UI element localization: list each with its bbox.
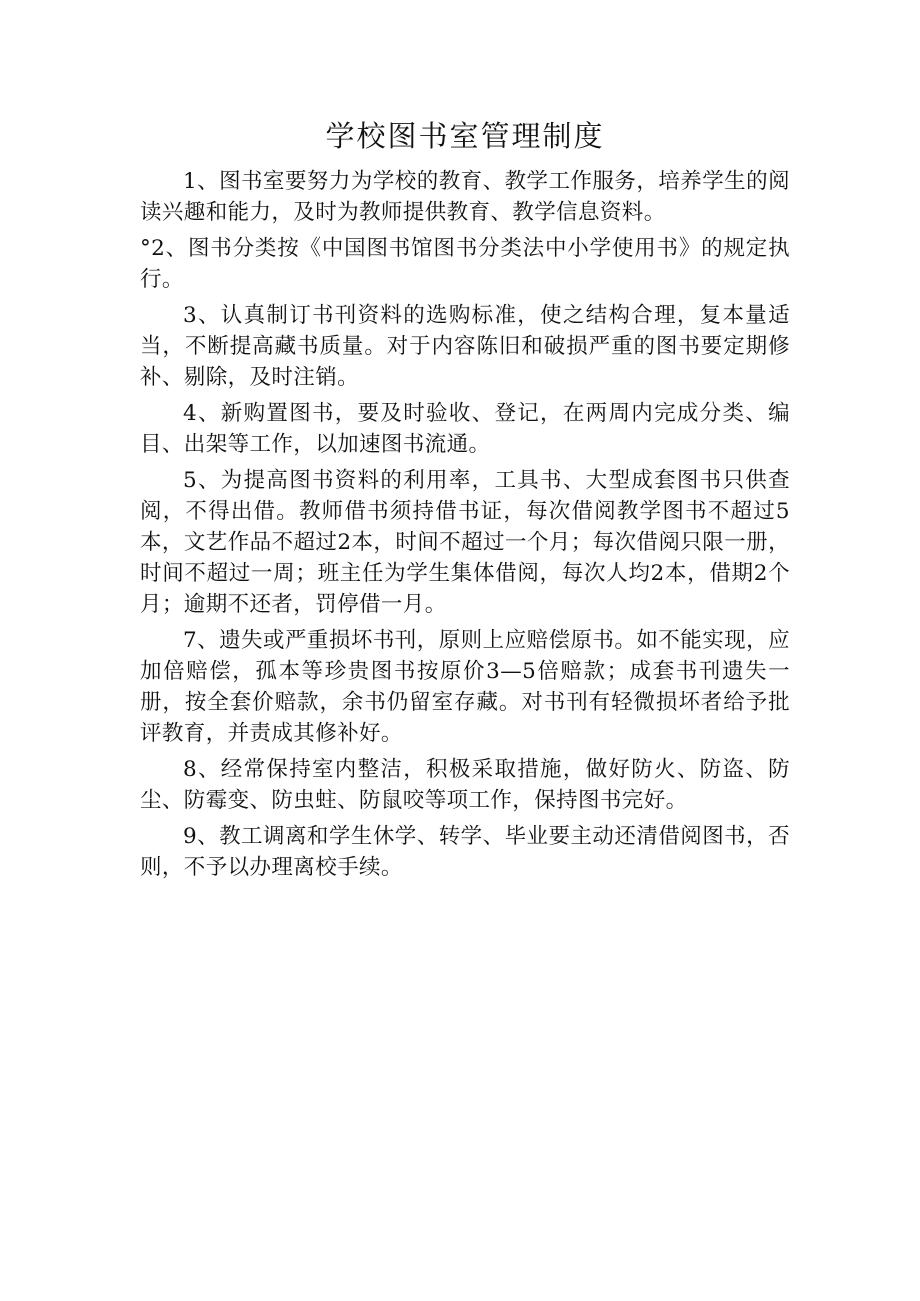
- paragraph-1: 1、图书室要努力为学校的教育、教学工作服务，培养学生的阅读兴趣和能力，及时为教师提供教育、教学信息资料。: [140, 169, 790, 225]
- paragraph-7: 7、遗失或严重损坏书刊，原则上应赔偿原书。如不能实现，应加倍赔偿，孤本等珍贵图书按原价3—5倍赔款；成套书刊遗失一册，按全套价赔款，余书仍留室存藏。对书刊有轻微损坏者给予批评教育，并责成其修补好。: [140, 628, 790, 746]
- paragraph-2: °2、图书分类按《中国图书馆图书分类法中小学使用书》的规定执行。: [140, 236, 790, 292]
- paragraph-4: 4、新购置图书，要及时验收、登记，在两周内完成分类、编目、出架等工作，以加速图书流通。: [140, 401, 790, 457]
- document-title: 学校图书室管理制度: [325, 119, 605, 153]
- paragraph-8: 8、经常保持室内整洁，积极采取措施，做好防火、防盗、防尘、防霉变、防虫蛀、防鼠咬等项工作，保持图书完好。: [140, 757, 790, 813]
- paragraph-9: 9、教工调离和学生休学、转学、毕业要主动还清借阅图书，否则，不予以办理离校手续。: [140, 824, 790, 880]
- paragraph-5: 5、为提高图书资料的利用率，工具书、大型成套图书只供查阅，不得出借。教师借书须持借书证，每次借阅教学图书不超过5本，文艺作品不超过2本，时间不超过一个月；每次借阅只限一册，时间不超过一周；班主任为学生集体借阅，每次人均2本，借期2个月；逾期不还者，罚停借一月。: [140, 468, 790, 617]
- document-page: [140, 116, 790, 883]
- paragraph-3: 3、认真制订书刊资料的选购标准，使之结构合理，复本量适当，不断提高藏书质量。对于内容陈旧和破损严重的图书要定期修补、剔除，及时注销。: [140, 303, 790, 390]
